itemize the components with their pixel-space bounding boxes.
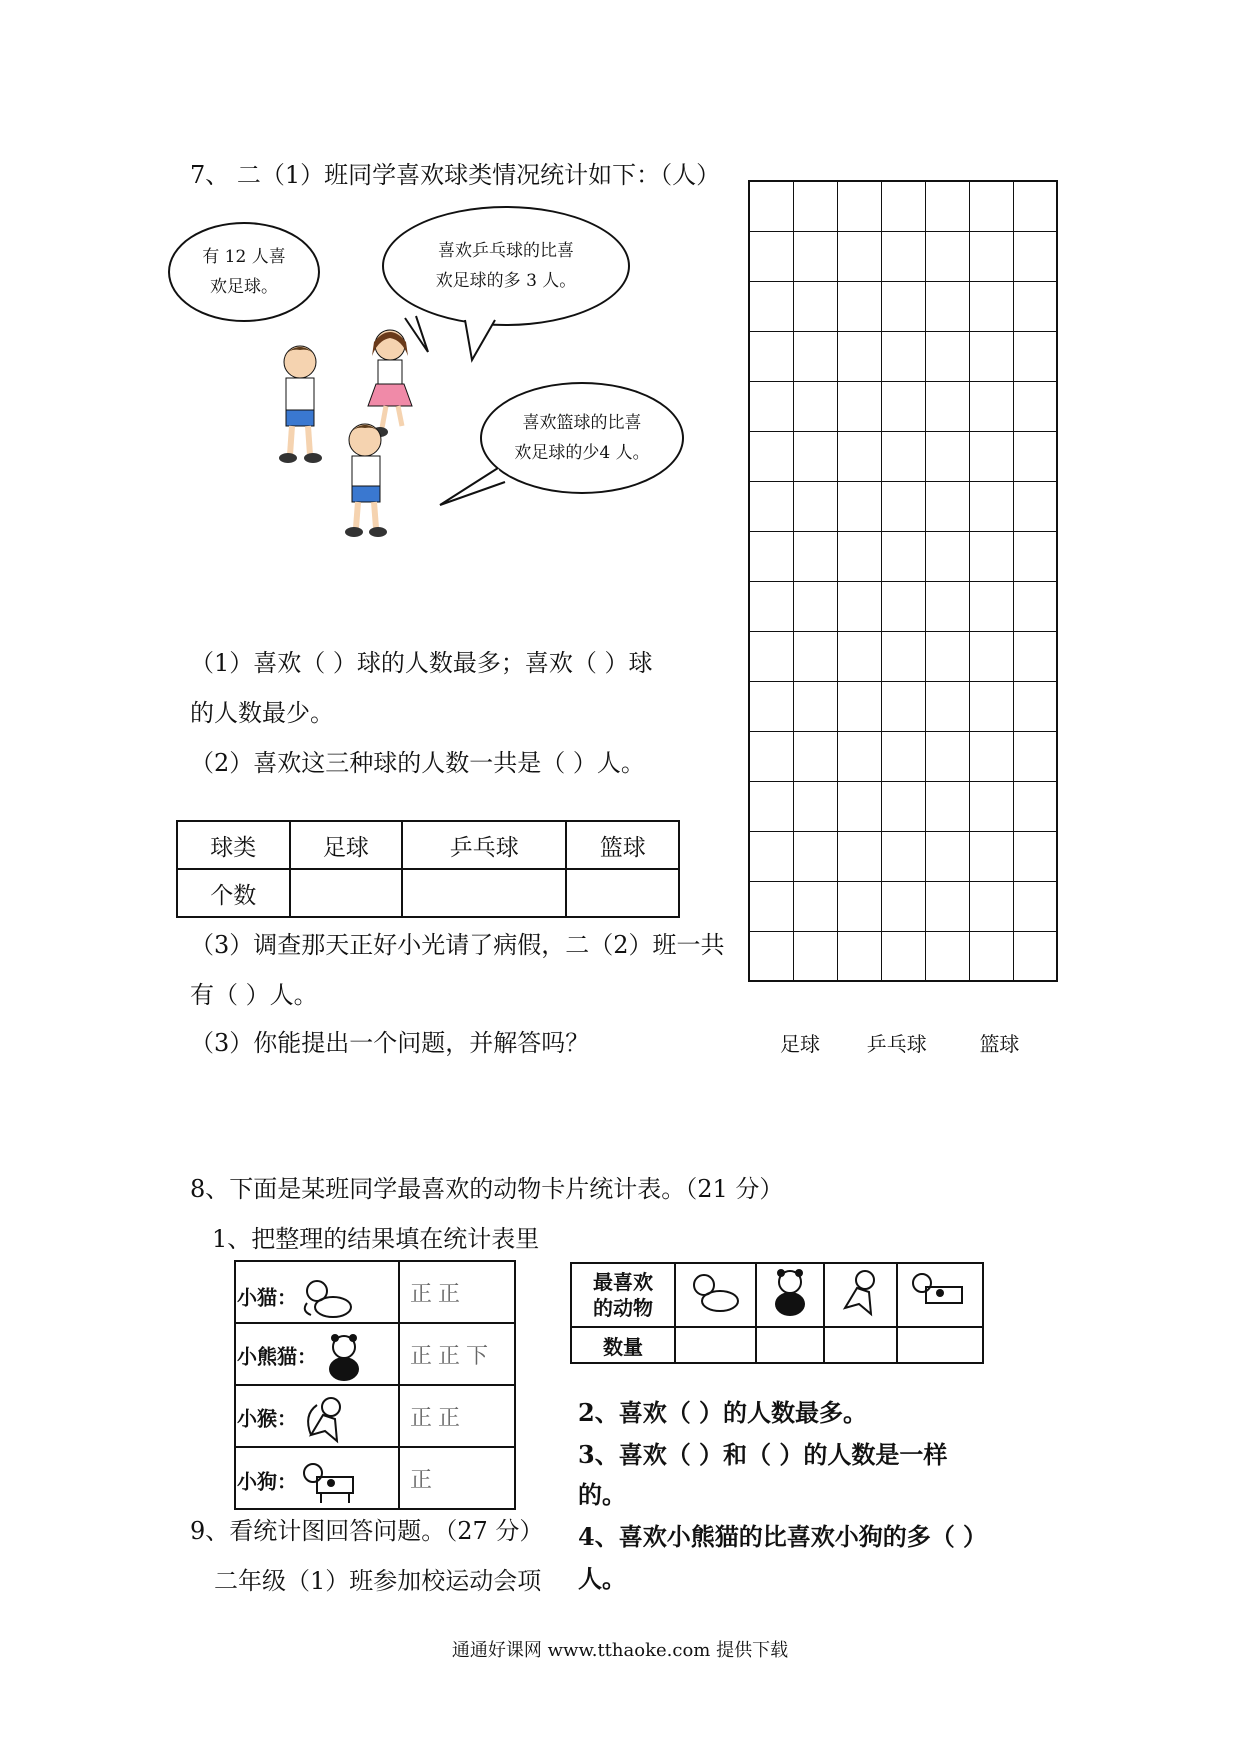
panda-icon — [321, 1333, 367, 1383]
speech-bubble-girl: 喜欢乒乓球的比喜 欢足球的多 3 人。 — [382, 206, 630, 326]
tally-row: 小熊猫： 正正下 — [235, 1323, 515, 1385]
boy-icon — [279, 346, 322, 463]
table-header: 球类 — [177, 821, 290, 869]
result-col-monkey — [824, 1263, 897, 1327]
grid-label-football: 足球 — [780, 1032, 820, 1056]
answer-cell[interactable] — [824, 1327, 897, 1363]
grid-label-basketball: 篮球 — [979, 1032, 1020, 1056]
q8-question2: 2、喜欢（ ）的人数最多。 — [578, 1398, 868, 1427]
grid-axis-labels — [780, 1028, 1060, 1057]
tally-table — [234, 1260, 516, 1510]
q8-title: 8、下面是某班同学最喜欢的动物卡片统计表。（21 分） — [190, 1175, 784, 1203]
q8-question4-line1: 4、喜欢小熊猫的比喜欢小狗的多（ ） — [578, 1522, 988, 1551]
animal-result-table — [570, 1262, 984, 1364]
cat-icon — [688, 1271, 744, 1315]
answer-cell[interactable] — [675, 1327, 756, 1363]
speech-bubble-boy: 有 12 人喜 欢足球。 — [168, 222, 320, 322]
boy-2-icon — [345, 424, 387, 537]
table-header: 足球 — [290, 821, 403, 869]
tally-row: 小猴： 正正 — [235, 1385, 515, 1447]
answer-cell[interactable] — [402, 869, 566, 917]
monkey-icon — [301, 1395, 351, 1445]
table-header: 篮球 — [566, 821, 679, 869]
q7-part1-line2: 的人数最少。 — [190, 699, 334, 727]
q8-question3-line2: 的。 — [578, 1480, 626, 1509]
cat-icon — [301, 1277, 357, 1321]
grid-label-pingpong: 乒乓球 — [866, 1032, 927, 1056]
result-col-panda — [756, 1263, 824, 1327]
table-header: 乒乓球 — [402, 821, 566, 869]
tally-row: 小狗： 正 — [235, 1447, 515, 1509]
q7-part1-line1: （1）喜欢（ ）球的人数最多；喜欢（ ）球 — [190, 649, 653, 677]
dog-icon — [910, 1269, 970, 1317]
q9-subtitle: 二年级（1）班参加校运动会项 — [214, 1567, 542, 1595]
answer-cell[interactable] — [897, 1327, 983, 1363]
table-row-label: 个数 — [177, 869, 290, 917]
ball-count-table — [176, 820, 680, 918]
q7-title: 7、 二（1）班同学喜欢球类情况统计如下：（人） — [190, 161, 721, 189]
result-row-label: 数量 — [571, 1327, 675, 1363]
q8-sub1: 1、把整理的结果填在统计表里 — [212, 1225, 540, 1253]
result-col-cat — [675, 1263, 756, 1327]
q7-part2: （2）喜欢这三种球的人数一共是（ ）人。 — [190, 749, 645, 777]
panda-icon — [767, 1268, 813, 1318]
speech-bubble-boy-2: 喜欢篮球的比喜 欢足球的少4 人。 — [480, 382, 684, 494]
answer-cell[interactable] — [566, 869, 679, 917]
q7-part4: （3）你能提出一个问题，并解答吗？ — [190, 1029, 590, 1057]
tally-row: 小猫： 正正 — [235, 1261, 515, 1323]
blank-bar-chart-grid[interactable] — [748, 180, 1058, 982]
result-col-dog — [897, 1263, 983, 1327]
q9-title: 9、看统计图回答问题。（27 分） — [190, 1517, 544, 1545]
result-header: 最喜欢 的动物 — [571, 1263, 675, 1327]
answer-cell[interactable] — [290, 869, 403, 917]
q8-question3-line1: 3、喜欢（ ）和（ ）的人数是一样 — [578, 1440, 948, 1469]
monkey-icon — [835, 1268, 885, 1318]
children-illustration — [150, 300, 690, 600]
girl-icon — [368, 330, 412, 437]
dog-icon — [301, 1459, 361, 1507]
answer-cell[interactable] — [756, 1327, 824, 1363]
q7-part3-line1: （3）调查那天正好小光请了病假，二（2）班一共 — [190, 931, 725, 959]
page-footer: 通通好课网 www.tthaoke.com 提供下载 — [451, 1640, 789, 1661]
q8-question4-line2: 人。 — [578, 1564, 626, 1593]
q7-part3-line2: 有（ ）人。 — [190, 981, 318, 1009]
